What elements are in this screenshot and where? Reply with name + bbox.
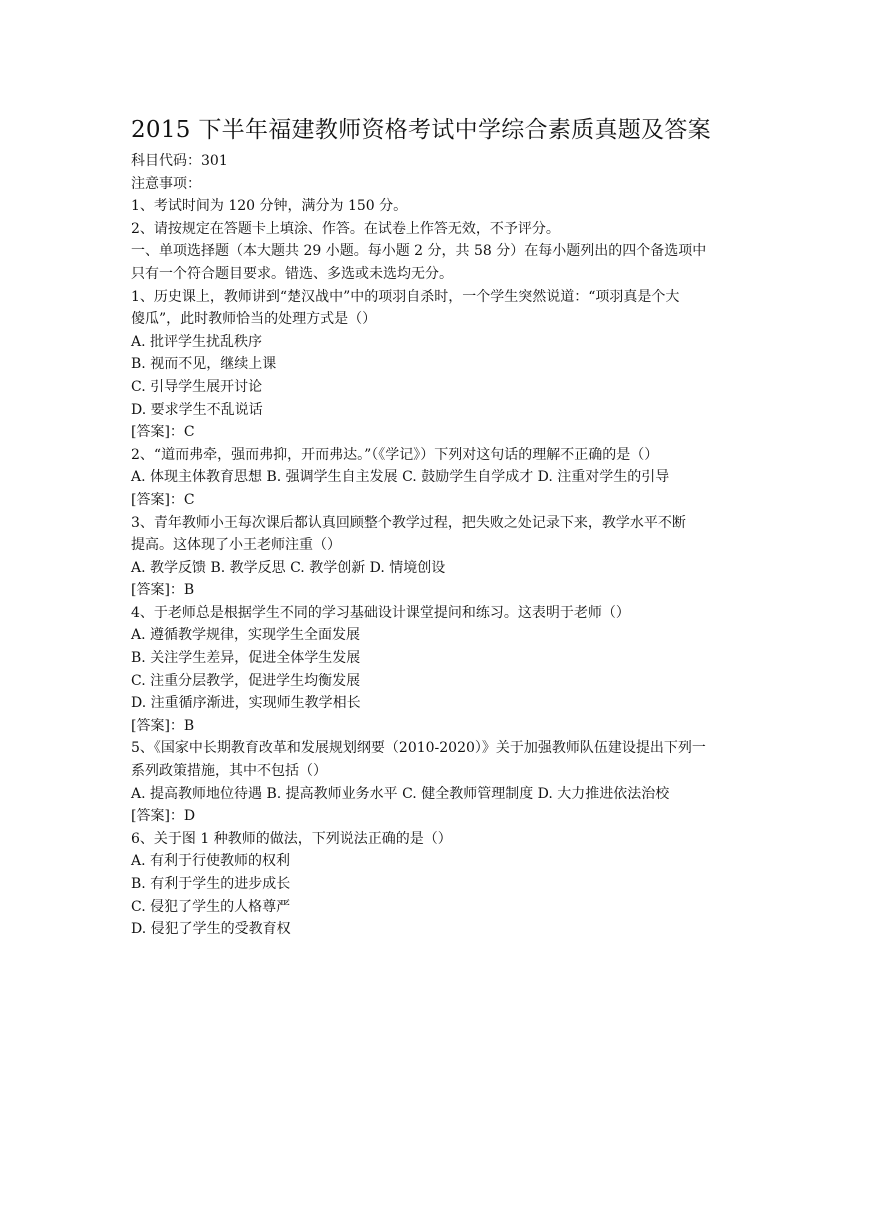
- text-line: 1、考试时间为 120 分钟，满分为 150 分。: [131, 198, 408, 215]
- text-line: 5、《国家中长期教育改革和发展规划纲要（2010-2020）》关于加强教师队伍建设提出下列一: [131, 740, 706, 757]
- text-line: 3、青年教师小王每次课后都认真回顾整个教学过程，把失败之处记录下来，教学水平不断: [131, 514, 686, 531]
- text-line: 4、于老师总是根据学生不同的学习基础设计课堂提问和练习。这表明于老师（）: [131, 604, 630, 621]
- text-line: B. 视而不见，继续上课: [131, 356, 277, 373]
- text-line: 只有一个符合题目要求。错选、多选或未选均无分。: [131, 265, 453, 282]
- document-lines: [131, 150, 751, 941]
- text-line: A. 教学反馈 B. 教学反思 C. 教学创新 D. 情境创设: [131, 559, 446, 576]
- text-line: 1、历史课上，教师讲到“楚汉战中”中的项羽自杀时，一个学生突然说道：“项羽真是个大: [131, 288, 680, 305]
- text-line: 一、单项选择题（本大题共 29 小题。每小题 2 分，共 58 分）在每小题列出的四个备选项中: [131, 243, 707, 260]
- text-line: A. 遵循教学规律，实现学生全面发展: [131, 627, 361, 644]
- text-line: D. 注重循序渐进，实现师生教学相长: [131, 695, 361, 712]
- text-line: [答案]：C: [131, 424, 195, 441]
- text-line: D. 侵犯了学生的受教育权: [131, 921, 291, 938]
- text-line: [答案]：B: [131, 582, 195, 599]
- text-line: C. 注重分层教学，促进学生均衡发展: [131, 672, 361, 689]
- text-line: 提高。这体现了小王老师注重（）: [131, 537, 341, 554]
- text-line: 傻瓜”，此时教师恰当的处理方式是（）: [131, 311, 377, 328]
- text-line: A. 有利于行使教师的权利: [131, 853, 291, 870]
- text-line: A. 提高教师地位待遇 B. 提高教师业务水平 C. 健全教师管理制度 D. 大力推进依法治校: [131, 785, 670, 802]
- text-line: 2、请按规定在答题卡上填涂、作答。在试卷上作答无效，不予评分。: [131, 220, 560, 237]
- text-line: [答案]：D: [131, 808, 196, 825]
- text-line: 科目代码：301: [131, 153, 228, 169]
- document-title: 2015 下半年福建教师资格考试中学综合素质真题及答案: [131, 117, 711, 143]
- text-line: B. 关注学生差异，促进全体学生发展: [131, 650, 361, 667]
- text-line: C. 引导学生展开讨论: [131, 378, 263, 395]
- text-line: [答案]：B: [131, 717, 195, 734]
- text-line: D. 要求学生不乱说话: [131, 401, 263, 418]
- text-line: [答案]：C: [131, 491, 195, 508]
- text-line: C. 侵犯了学生的人格尊严: [131, 898, 291, 915]
- text-line: B. 有利于学生的进步成长: [131, 876, 291, 892]
- text-line: A. 批评学生扰乱秩序: [131, 333, 263, 350]
- text-line: 注意事项：: [131, 175, 201, 192]
- text-line: A. 体现主体教育思想 B. 强调学生自主发展 C. 鼓励学生自学成才 D. 注重对学生的引导: [131, 469, 670, 486]
- document-body: [131, 114, 751, 941]
- text-line: 系列政策措施，其中不包括（）: [131, 763, 327, 780]
- text-line: 6、关于图 1 种教师的做法，下列说法正确的是（）: [131, 830, 452, 847]
- text-line: 2、“道而弗牵，强而弗抑，开而弗达。”（《学记》）下列对这句话的理解不正确的是（）: [131, 446, 659, 463]
